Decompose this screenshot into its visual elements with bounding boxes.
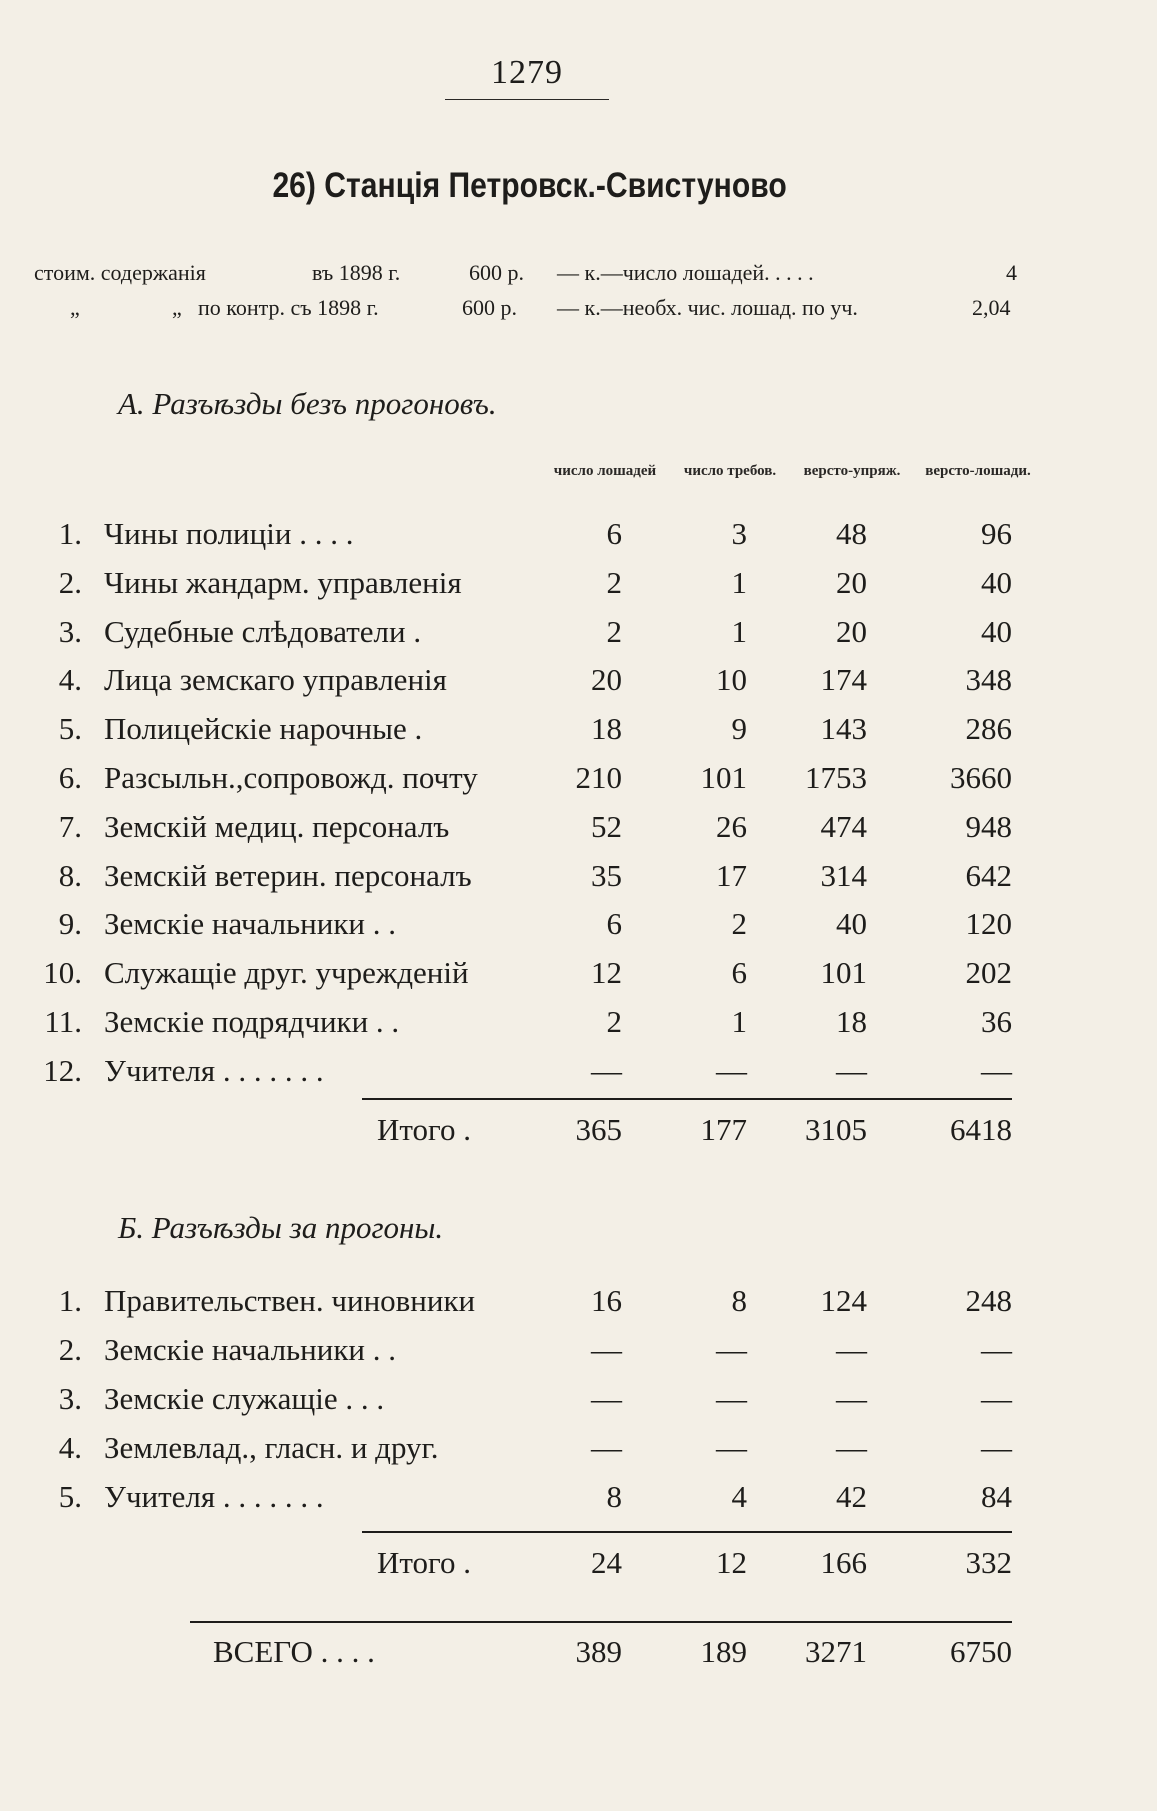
cell-horses: 52: [591, 808, 622, 844]
info-needed-label: — к.—необх. чис. лошад. по уч.: [557, 295, 858, 320]
row-number: 7.: [58, 808, 82, 844]
cell-requests: 9: [731, 711, 747, 747]
cell-horses: 35: [591, 857, 622, 893]
row-label: Служащіе друг. учрежденій: [104, 955, 469, 991]
cell-horses: —: [591, 1381, 622, 1416]
cell-versts-horses: —: [981, 1332, 1012, 1367]
info-cost-value: 600 р.: [469, 260, 524, 285]
info-contract-value: 600 р.: [462, 295, 517, 320]
cell-requests: 4: [731, 1479, 747, 1514]
column-header-horses: число лошадей: [553, 463, 657, 479]
row-label: Лица земскаго управленія: [104, 662, 447, 698]
total-versts-horses: 332: [965, 1545, 1012, 1580]
section-a-total-rule: [362, 1098, 1012, 1100]
cell-requests: 1: [731, 564, 747, 600]
table-row: [0, 1479, 1157, 1527]
cell-versts-horses: 84: [981, 1479, 1012, 1514]
section-a-heading: А. Разъѣзды безъ прогоновъ.: [118, 386, 497, 421]
row-number: 12.: [43, 1052, 82, 1088]
section-b-total-row: [0, 1545, 1157, 1593]
cell-requests: 10: [716, 662, 747, 698]
row-label: Судебные слѣдователи .: [104, 613, 422, 649]
row-label: Землевлад., гласн. и друг.: [104, 1430, 439, 1465]
row-label: Чины жандарм. управленія: [104, 564, 462, 600]
column-header-versts-horses: версто-лошади.: [925, 463, 1031, 479]
row-label: Земскій ветерин. персоналъ: [104, 857, 472, 893]
cell-versts-horses: —: [981, 1052, 1012, 1088]
row-number: 10.: [43, 955, 82, 991]
cell-requests: 3: [731, 516, 747, 551]
cell-versts-horses: 948: [965, 808, 1012, 844]
info-horses-value: 4: [1006, 260, 1017, 285]
total-label: Итого .: [377, 1545, 471, 1580]
row-number: 5.: [58, 1479, 82, 1514]
row-label: Учителя . . . . . . .: [104, 1052, 324, 1088]
cell-requests: 8: [731, 1283, 747, 1318]
table-row: [0, 1283, 1157, 1331]
cell-horses: 12: [591, 955, 622, 991]
cell-requests: 26: [716, 808, 747, 844]
grand-total-row: [0, 1634, 1157, 1682]
cell-requests: —: [716, 1381, 747, 1416]
table-row: [0, 760, 1157, 808]
cell-requests: 1: [731, 613, 747, 649]
row-label: Земскіе начальники . .: [104, 906, 397, 942]
info-contract-year: по контр. съ 1898 г.: [198, 295, 379, 320]
info-cost-label: стоим. содержанія: [34, 260, 206, 285]
cell-versts-horses: 40: [981, 613, 1012, 649]
info-ditto-1: „: [70, 295, 80, 320]
row-label: Земскіе подрядчики . .: [104, 1004, 400, 1039]
total-requests: 177: [700, 1112, 747, 1147]
info-needed-value: 2,04: [972, 295, 1011, 320]
cell-requests: 17: [716, 857, 747, 893]
table-row: [0, 711, 1157, 759]
cell-versts-horses: 248: [965, 1283, 1012, 1318]
cell-versts-harness: 474: [820, 808, 867, 844]
cell-requests: 2: [731, 906, 747, 942]
cell-versts-harness: 20: [836, 564, 867, 600]
table-row: [0, 1004, 1157, 1052]
table-row: [0, 1430, 1157, 1478]
row-label: Земскій медиц. персоналъ: [104, 808, 450, 844]
cell-horses: 210: [575, 760, 622, 795]
info-ditto-2: „: [172, 295, 182, 320]
total-requests: 12: [716, 1545, 747, 1580]
table-row: [0, 516, 1157, 564]
cell-horses: 16: [591, 1283, 622, 1318]
total-horses: 365: [575, 1112, 622, 1147]
table-row: [0, 614, 1157, 662]
row-number: 2.: [58, 1332, 82, 1367]
cell-versts-horses: 40: [981, 564, 1012, 600]
total-horses: 24: [591, 1545, 622, 1580]
cell-versts-harness: —: [836, 1381, 867, 1416]
total-label: Итого .: [377, 1112, 471, 1147]
cell-versts-horses: 286: [965, 711, 1012, 747]
cell-requests: 101: [700, 760, 747, 795]
grand-total-requests: 189: [700, 1634, 747, 1669]
cell-versts-horses: 120: [965, 906, 1012, 942]
table-row: [0, 565, 1157, 613]
cell-requests: —: [716, 1430, 747, 1465]
row-label: Учителя . . . . . . .: [104, 1479, 324, 1514]
table-row: [0, 1053, 1157, 1101]
row-number: 3.: [58, 1381, 82, 1416]
row-number: 1.: [58, 516, 82, 551]
row-number: 5.: [58, 711, 82, 747]
cell-versts-harness: —: [836, 1332, 867, 1367]
row-number: 1.: [58, 1283, 82, 1318]
cell-versts-harness: 143: [820, 711, 867, 747]
cell-versts-harness: 101: [820, 955, 867, 991]
row-label: Земскіе начальники . .: [104, 1332, 397, 1367]
cell-requests: 1: [731, 1004, 747, 1039]
grand-total-versts-harness: 3271: [805, 1634, 867, 1669]
column-header-versts-harness: версто-упряж.: [803, 463, 901, 479]
cell-versts-horses: 202: [965, 955, 1012, 991]
info-year: въ 1898 г.: [312, 260, 401, 285]
row-number: 9.: [58, 906, 82, 942]
row-number: 6.: [58, 760, 82, 795]
cell-versts-harness: 20: [836, 613, 867, 649]
cell-versts-harness: —: [836, 1052, 867, 1088]
total-versts-harness: 166: [820, 1545, 867, 1580]
cell-horses: 18: [591, 711, 622, 747]
info-horses-label: — к.—число лошадей. . . . .: [557, 260, 814, 285]
cell-versts-horses: 96: [981, 516, 1012, 551]
cell-requests: —: [716, 1052, 747, 1088]
table-row: [0, 906, 1157, 954]
cell-horses: 2: [606, 1004, 622, 1039]
cell-versts-horses: 642: [965, 857, 1012, 893]
row-number: 4.: [58, 1430, 82, 1465]
cell-horses: 6: [606, 516, 622, 551]
column-header-requests: число требов.: [683, 463, 777, 479]
cell-versts-harness: 40: [836, 906, 867, 942]
table-row: [0, 809, 1157, 857]
row-label: Разсыльн.,сопровожд. почту: [104, 760, 478, 795]
row-label: Правительствен. чиновники: [104, 1283, 476, 1318]
grand-total-versts-horses: 6750: [950, 1634, 1012, 1669]
cell-horses: 2: [606, 564, 622, 600]
cell-versts-harness: 48: [836, 516, 867, 551]
grand-total-horses: 389: [575, 1634, 622, 1669]
row-label: Чины полиціи . . . .: [104, 516, 354, 551]
cell-versts-harness: —: [836, 1430, 867, 1465]
cell-versts-horses: —: [981, 1381, 1012, 1416]
total-versts-horses: 6418: [950, 1112, 1012, 1147]
cell-horses: —: [591, 1332, 622, 1367]
table-row: [0, 1332, 1157, 1380]
cell-horses: 20: [591, 662, 622, 698]
page-number: 1279: [491, 54, 563, 91]
cell-versts-harness: 1753: [805, 760, 867, 795]
table-row: [0, 1381, 1157, 1429]
cell-versts-horses: 3660: [950, 760, 1012, 795]
cell-versts-horses: —: [981, 1430, 1012, 1465]
row-number: 3.: [58, 613, 82, 649]
section-b-heading: Б. Разъѣзды за прогоны.: [118, 1210, 444, 1245]
table-row: [0, 662, 1157, 710]
cell-horses: 6: [606, 906, 622, 942]
cell-versts-harness: 124: [820, 1283, 867, 1318]
cell-horses: —: [591, 1052, 622, 1088]
cell-horses: —: [591, 1430, 622, 1465]
grand-total-rule: [190, 1621, 1012, 1623]
cell-versts-harness: 174: [820, 662, 867, 698]
cell-horses: 8: [606, 1479, 622, 1514]
cell-versts-horses: 348: [965, 662, 1012, 698]
section-b-total-rule: [362, 1531, 1012, 1533]
cell-requests: 6: [731, 955, 747, 991]
page-number-rule: [445, 99, 609, 100]
cell-versts-harness: 42: [836, 1479, 867, 1514]
cell-versts-harness: 18: [836, 1004, 867, 1039]
row-number: 2.: [58, 564, 82, 600]
row-label: Земскіе служащіе . . .: [104, 1381, 385, 1416]
section-a-total-row: [0, 1112, 1157, 1160]
row-number: 4.: [58, 662, 82, 698]
row-number: 11.: [44, 1004, 82, 1039]
row-number: 8.: [58, 857, 82, 893]
grand-total-label: ВСЕГО . . . .: [213, 1634, 375, 1669]
row-label: Полицейскіе нарочные .: [104, 711, 423, 747]
cell-horses: 2: [606, 613, 622, 649]
cell-versts-harness: 314: [820, 857, 867, 893]
table-row: [0, 858, 1157, 906]
cell-requests: —: [716, 1332, 747, 1367]
station-title: 26) Станція Петровск.-Свистуново: [272, 166, 787, 205]
cell-versts-horses: 36: [981, 1004, 1012, 1039]
total-versts-harness: 3105: [805, 1112, 867, 1147]
table-row: [0, 955, 1157, 1003]
